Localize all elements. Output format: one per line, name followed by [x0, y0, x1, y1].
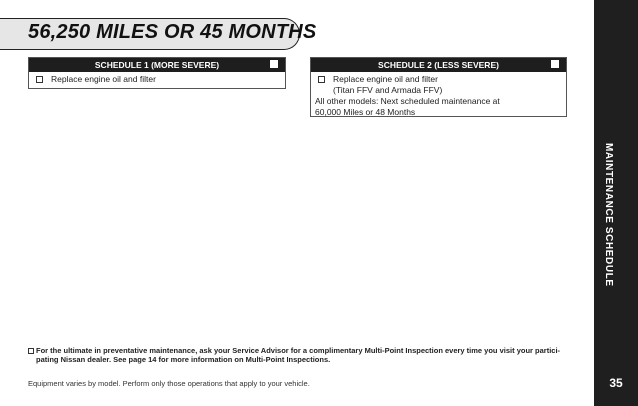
schedule-1-item-text: Replace engine oil and filter — [51, 74, 156, 84]
schedule-2-item-subtext: (Titan FFV and Armada FFV) — [333, 85, 443, 95]
checkbox-icon[interactable] — [318, 76, 325, 83]
header-checkbox-icon — [551, 60, 559, 68]
header-checkbox-icon — [270, 60, 278, 68]
schedule-2-item — [315, 74, 562, 85]
schedule-2-header — [311, 58, 566, 72]
inspection-note-line-2: pating Nissan dealer. See page 14 for more information on Multi-Point Inspections. — [36, 355, 331, 364]
schedule-2-item-text: Replace engine oil and filter — [333, 74, 438, 84]
inspection-note — [28, 346, 580, 364]
sidebar — [594, 0, 638, 406]
sidebar-section-label: MAINTENANCE SCHEDULE — [603, 143, 614, 287]
schedule-1-title: SCHEDULE 1 (MORE SEVERE) — [94, 60, 220, 70]
schedule-2-title: SCHEDULE 2 (LESS SEVERE) — [378, 60, 499, 70]
schedule-1-header — [29, 58, 285, 72]
page-title: 56,250 MILES OR 45 MONTHS — [28, 21, 317, 43]
schedule-2-box — [310, 57, 567, 117]
checkbox-icon — [28, 348, 34, 354]
page-number: 35 — [609, 376, 623, 390]
schedule-1-box — [28, 57, 286, 89]
checkbox-icon[interactable] — [36, 76, 43, 83]
footer-disclaimer: Equipment varies by model. Perform only those operations that apply to your vehicle. — [28, 379, 310, 388]
schedule-1-item — [33, 74, 281, 85]
schedule-2-note-line-2: 60,000 Miles or 48 Months — [315, 107, 416, 117]
inspection-note-line-1: For the ultimate in preventative maintenance, ask your Service Advisor for a complimentary Multi-Point Inspection every time you visit your partici- — [36, 346, 561, 355]
title-tab — [0, 18, 317, 50]
schedule-2-note-line-1: All other models: Next scheduled maintenance at — [315, 96, 500, 106]
